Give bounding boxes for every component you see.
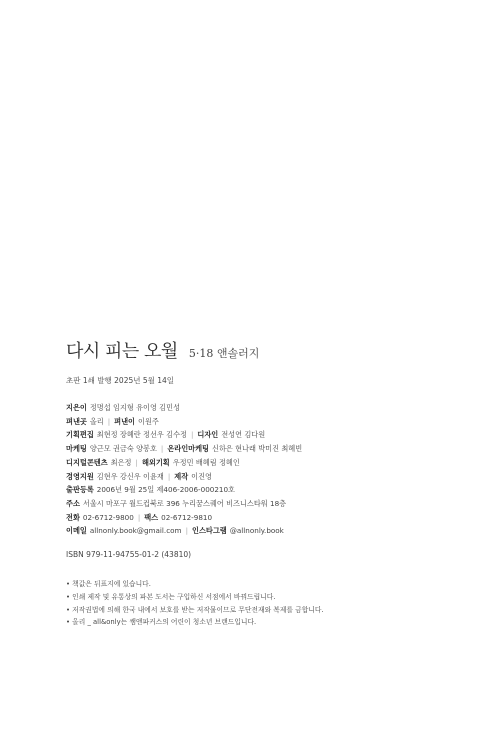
separator: | [135, 457, 138, 467]
credit-label: 경영지원 [66, 471, 94, 481]
credit-value: 2006년 9월 25일 제406-2006-000210호 [96, 485, 235, 495]
credit-label: 출판등록 [66, 485, 94, 495]
credit-line-marketing [66, 442, 302, 456]
separator: | [190, 430, 194, 440]
credit-value: 김현우 강신우 이윤재 [96, 471, 164, 481]
book-subtitle: 5·18 앤솔러지 [188, 347, 260, 360]
credit-line-authors [66, 401, 302, 415]
credit-value: 최현정 장혜란 정선우 김수정 [96, 430, 187, 440]
notice-item: • 저작권법에 의해 한국 내에서 보호를 받는 저작물이므로 무단전재와 복제를 금합니다. [66, 605, 324, 614]
credit-label: 해외기획 [141, 457, 170, 467]
isbn: ISBN 979-11-94755-01-2 (43810) [66, 550, 192, 559]
credit-line-publisher [66, 415, 302, 429]
first-edition-date: 초판 1쇄 발행 2025년 5월 14일 [66, 376, 175, 385]
credits-list [66, 401, 302, 538]
notice-item: • 책값은 뒤표지에 있습니다. [66, 580, 151, 588]
credit-value: 02-6712-9800 [82, 512, 134, 522]
credit-value: 양근모 권금숙 양봉호 [89, 444, 157, 454]
credit-label: 디지털콘텐츠 [66, 457, 108, 467]
separator: | [107, 416, 111, 426]
credit-label: 전화 [66, 512, 80, 522]
credit-value: 올리 [89, 416, 104, 426]
credit-label: 기획편집 [66, 430, 94, 440]
credit-line-email [66, 524, 302, 538]
credit-label: 온라인마케팅 [167, 444, 209, 454]
credit-value: 서울시 마포구 월드컵북로 396 누리꿈스퀘어 비즈니스타워 18층 [82, 498, 287, 508]
notice-item: • 인쇄 제작 및 유통상의 파본 도서는 구입하신 서점에서 바꿔드립니다. [66, 592, 276, 601]
credit-value: 이진영 [191, 471, 212, 481]
credit-value: @allnonly.book [229, 526, 284, 536]
credit-value: allnonly.book@gmail.com [89, 526, 182, 536]
credit-line-address [66, 497, 302, 511]
credit-value: 우정민 배혜림 정혜인 [172, 457, 240, 467]
credit-line-registration [66, 483, 302, 497]
book-title-block [66, 337, 259, 363]
credit-label: 팩스 [144, 512, 159, 522]
credit-value: 정명섭 임지형 유이영 김민성 [89, 403, 181, 412]
credit-line-phone [66, 511, 302, 525]
notice-item: • 올리 _ all&only는 쌤앤파커스의 어린이 청소년 브랜드입니다. [66, 618, 257, 627]
credit-label: 디자인 [197, 430, 219, 440]
credit-value: 신하은 현나래 박미진 최혜빈 [212, 444, 303, 454]
credit-line-management [66, 470, 302, 484]
separator: | [137, 512, 141, 522]
credit-value: 이원주 [138, 416, 159, 426]
credit-label: 이메일 [66, 526, 87, 536]
credit-label: 인스타그램 [192, 526, 227, 536]
separator: | [167, 471, 171, 481]
credit-value: 전성연 김다원 [221, 430, 266, 440]
credit-label: 펴낸이 [114, 416, 135, 426]
credit-label: 지은이 [66, 403, 87, 412]
separator: | [185, 526, 188, 536]
credit-value: 02-6712-9810 [161, 512, 213, 522]
credit-line-digital [66, 456, 302, 470]
credit-value: 최은정 [110, 457, 132, 467]
notice-list [66, 578, 324, 629]
credit-label: 제작 [174, 471, 189, 481]
credit-label: 펴낸곳 [66, 416, 87, 426]
credit-label: 주소 [66, 498, 80, 508]
credit-label: 마케팅 [66, 444, 87, 454]
book-title: 다시 피는 오월 [66, 341, 178, 362]
credit-line-editing [66, 428, 302, 442]
separator: | [160, 444, 164, 454]
